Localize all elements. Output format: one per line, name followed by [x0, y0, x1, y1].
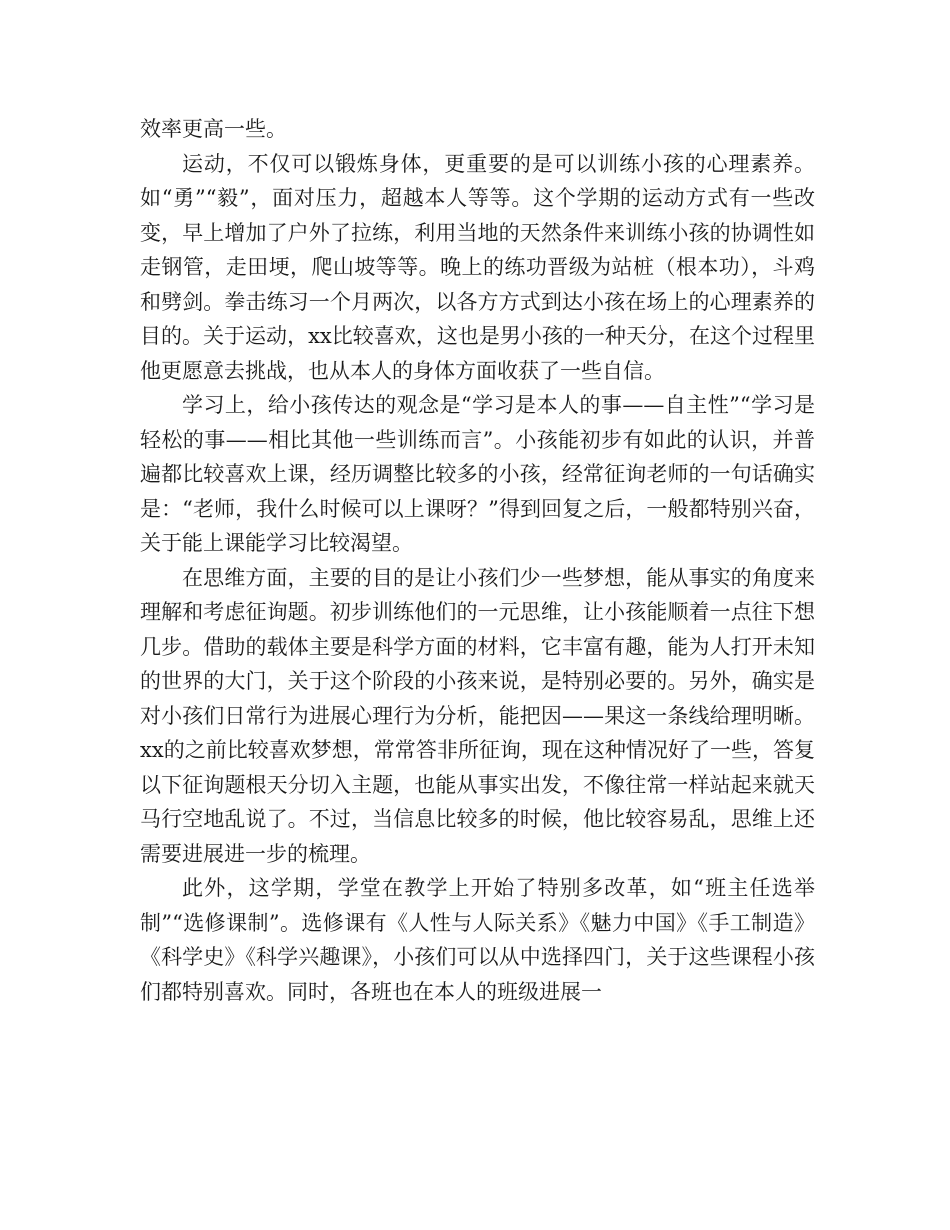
document-body [140, 112, 815, 1009]
paragraph-3: 学习上，给小孩传达的观念是“学习是本人的事——自主性”“学习是轻松的事——相比其他一些训练而言”。小孩能初步有如此的认识，并普遍都比较喜欢上课，经历调整比较多的小孩，经常征询老师的一句话确实是：“老师，我什么时候可以上课呀？”得到回复之后，一般都特别兴奋，关于能上课能学习比较渴望。 [140, 393, 815, 555]
paragraph-4: 在思维方面，主要的目的是让小孩们少一些梦想，能从事实的角度来理解和考虑征询题。初步训练他们的一元思维，让小孩能顺着一点往下想几步。借助的载体主要是科学方面的材料，它丰富有趣，能为人打开未知的世界的大门，关于这个阶段的小孩来说，是特别必要的。另外，确实是对小孩们日常行为进展心理行为分析，能把因——果这一条线给理明晰。xx的之前比较喜欢梦想，常常答非所征询，现在这种情况好了一些，答复以下征询题根天分切入主题，也能从事实出发，不像往常一样站起来就天马行空地乱说了。不过，当信息比较多的时候，他比较容易乱，思维上还需要进展进一步的梳理。 [140, 565, 815, 866]
paragraph-1: 效率更高一些。 [140, 117, 287, 141]
paragraph-5: 此外，这学期，学堂在教学上开始了特别多改革，如“班主任选举制”“选修课制”。选修课有《人性与人际关系》《魅力中国》《手工制造》《科学史》《科学兴趣课》，小孩们可以从中选择四门，关于这些课程小孩们都特别喜欢。同时，各班也在本人的班级进展一 [140, 876, 815, 1004]
paragraph-2: 运动，不仅可以锻炼身体，更重要的是可以训练小孩的心理素养。如“勇”“毅”，面对压力，超越本人等等。这个学期的运动方式有一些改变，早上增加了户外了拉练，利用当地的天然条件来训练小孩的协调性如走钢管，走田埂，爬山坡等等。晚上的练功晋级为站桩（根本功），斗鸡和劈剑。拳击练习一个月两次，以各方方式到达小孩在场上的心理素养的目的。关于运动，xx比较喜欢，这也是男小孩的一种天分，在这个过程里他更愿意去挑战，也从本人的身体方面收获了一些自信。 [140, 151, 815, 383]
